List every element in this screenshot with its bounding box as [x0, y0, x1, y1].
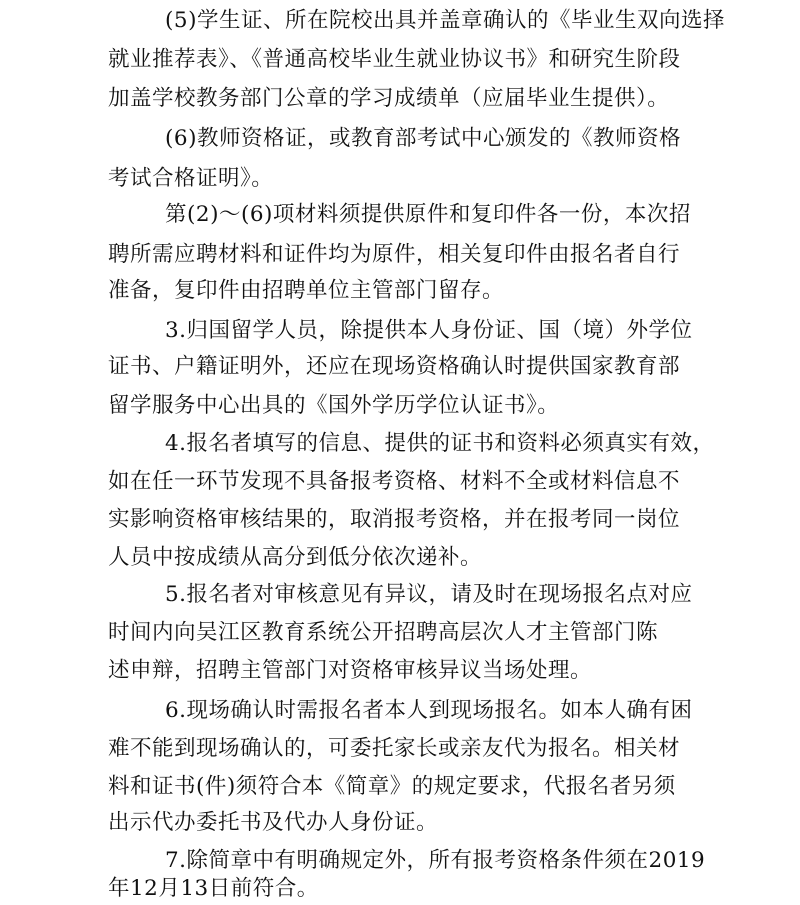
paragraph-originals-note-line-1: 第(2)～(6)项材料须提供原件和复印件各一份，本次招 — [165, 202, 691, 227]
paragraph-point-4-line-2: 如在任一环节发现不具备报考资格、材料不全或材料信息不 — [108, 469, 681, 494]
paragraph-item-6-line-2: 考试合格证明》。 — [108, 166, 274, 191]
paragraph-point-4-line-1: 4.报名者填写的信息、提供的证书和资料必须真实有效， — [165, 431, 715, 456]
paragraph-point-5-line-2: 时间内向吴江区教育系统公开招聘高层次人才主管部门陈 — [108, 620, 659, 645]
paragraph-item-5-line-2: 就业推荐表》、《普通高校毕业生就业协议书》和研究生阶段 — [108, 47, 681, 72]
paragraph-point-6-line-1: 6.现场确认时需报名者本人到现场报名。如本人确有困 — [165, 698, 693, 723]
paragraph-item-5-line-3: 加盖学校教务部门公章的学习成绩单（应届毕业生提供）。 — [108, 86, 670, 111]
paragraph-point-5-line-3: 述申辩，招聘主管部门对资格审核异议当场处理。 — [108, 658, 593, 683]
paragraph-originals-note-line-3: 准备，复印件由招聘单位主管部门留存。 — [108, 278, 505, 303]
paragraph-point-5-line-1: 5.报名者对审核意见有异议，请及时在现场报名点对应 — [165, 582, 693, 607]
paragraph-point-7-line-2: 年12月13日前符合。 — [108, 876, 319, 901]
paragraph-point-6-line-4: 出示代办委托书及代办人身份证。 — [108, 810, 439, 835]
paragraph-point-4-line-3: 实影响资格审核结果的，取消报考资格，并在报考同一岗位 — [108, 507, 681, 532]
paragraph-item-5-line-1: (5)学生证、所在院校出具并盖章确认的《毕业生双向选择 — [165, 8, 725, 33]
paragraph-item-6-line-1: (6)教师资格证，或教育部考试中心颁发的《教师资格 — [165, 126, 681, 151]
paragraph-point-3-line-3: 留学服务中心出具的《国外学历学位认证书》。 — [108, 393, 560, 418]
paragraph-point-3-line-1: 3.归国留学人员，除提供本人身份证、国（境）外学位 — [165, 318, 693, 343]
paragraph-point-6-line-2: 难不能到现场确认的，可委托家长或亲友代为报名。相关材 — [108, 736, 681, 761]
paragraph-originals-note-line-2: 聘所需应聘材料和证件均为原件，相关复印件由报名者自行 — [108, 242, 681, 267]
paragraph-point-6-line-3: 料和证书(件)须符合本《简章》的规定要求，代报名者另须 — [108, 774, 676, 799]
paragraph-point-4-line-4: 人员中按成绩从高分到低分依次递补。 — [108, 545, 483, 570]
paragraph-point-7-line-1: 7.除简章中有明确规定外，所有报考资格条件须在2019 — [165, 848, 706, 873]
paragraph-point-3-line-2: 证书、户籍证明外，还应在现场资格确认时提供国家教育部 — [108, 354, 681, 379]
